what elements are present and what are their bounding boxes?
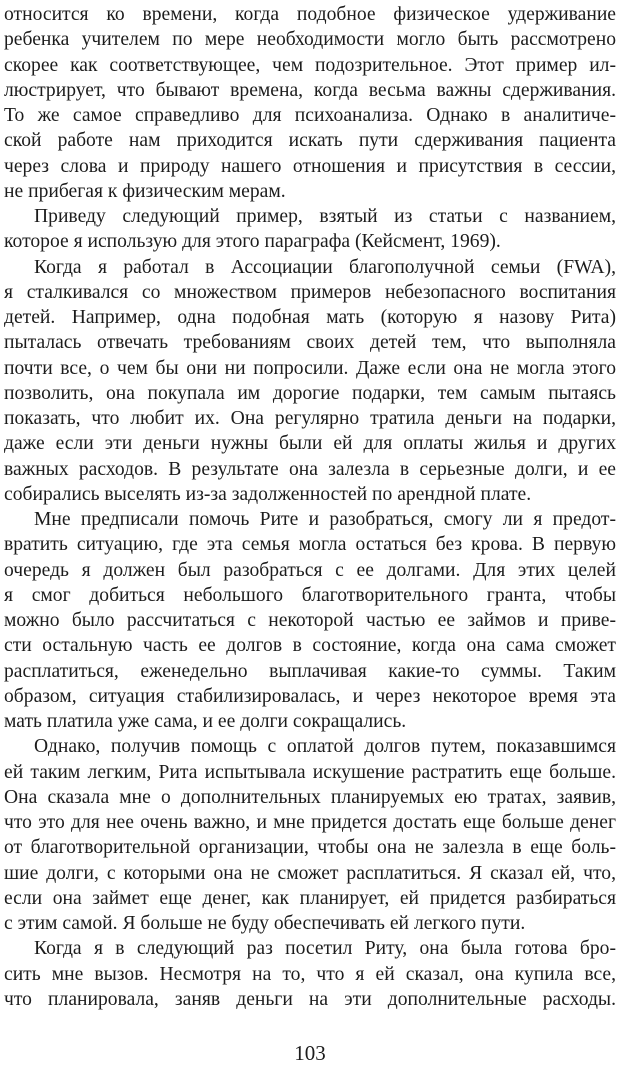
text-line: Когда я в следующий раз посетил Риту, она была готова бро- [34, 938, 616, 960]
text-line: почти все, о чем бы они ни попросили. Даже если она не могла этого [4, 357, 616, 379]
page-number: 103 [294, 1041, 326, 1065]
text-line: Когда я работал в Ассоциации благополучной семьи (FWA), [34, 256, 616, 278]
paragraph [4, 936, 616, 1012]
text-line: позволить, она покупала им дорогие подарки, тем самым пытаясь [4, 382, 616, 404]
text-line: То же самое справедливо для психоанализа. Однако в аналитиче- [4, 105, 616, 126]
text-line: Приведу следующий пример, взятый из статьи с названием, [34, 206, 616, 227]
text-line: шие долги, с которыми она не сможет расплатиться. Я сказал ей, что, [4, 862, 616, 884]
paragraph [4, 507, 616, 734]
text-line: Она сказала мне о дополнительных планируемых ею тратах, заявив, [4, 786, 616, 808]
text-line: если она займет еще денег, как планирует, ей придется разбираться [4, 887, 616, 909]
body-text [4, 2, 616, 1012]
text-line: я сталкивался со множеством примеров небезопасного воспитания [4, 281, 616, 303]
text-line: от благотворительной организации, чтобы она не залезла в еще боль- [4, 837, 616, 859]
text-line: ской работе нам приходится искать пути сдерживания пациента [4, 130, 616, 152]
text-line: детей. Например, одна подобная мать (которую я назову Рита) [4, 307, 616, 328]
text-line: показать, что любит их. Она регулярно тратила деньги на подарки, [4, 408, 616, 429]
text-line: собирались выселять из-за задолженностей по арендной плате. [4, 483, 532, 505]
text-line: не прибегая к физическим мерам. [4, 180, 286, 202]
text-line: важных расходов. В результате она залезла в серьезные долги, и ее [4, 458, 616, 480]
text-line: сти остальную часть ее долгов в состояние, когда она сама сможет [4, 635, 616, 657]
text-line: скорее как соответствующее, чем подозрительное. Этот пример ил- [4, 54, 616, 76]
text-line: которое я использую для этого параграфа (Кейсмент, 1969). [4, 231, 501, 253]
book-page [4, 0, 616, 1072]
text-line: с этим самой. Я больше не буду обеспечивать ей легкого пути. [4, 913, 526, 934]
text-line: расплатиться, еженедельно выплачивая какие-то суммы. Таким [4, 660, 616, 682]
text-line: что это для нее очень важно, и мне придется достать еще больше денег [4, 812, 616, 833]
text-line: Однако, получив помощь с оплатой долгов путем, показавшимся [34, 736, 616, 758]
text-line: мать платила уже сама, и ее долги сокращались. [4, 711, 407, 732]
text-line: сить мне вызов. Несмотря на то, что я ей сказал, она купила все, [4, 963, 616, 985]
text-line: даже если эти деньги нужны были ей для оплаты жилья и других [4, 433, 616, 455]
text-line: можно было рассчитаться с некоторой частью ее займов и приве- [4, 610, 616, 631]
text-line: я смог добиться небольшого благотворительного гранта, чтобы [4, 584, 616, 606]
text-line: вратить ситуацию, где эта семья могла остаться без крова. В первую [4, 534, 616, 556]
text-line: пыталась отвечать требованиям своих детей тем, что выполняла [4, 332, 616, 354]
text-line: через слова и природу нашего отношения и присутствия в сессии, [4, 155, 616, 177]
text-line: люстрирует, что бывают времена, когда весьма важны сдерживания. [4, 79, 616, 101]
paragraph [4, 204, 616, 255]
text-line: ребенка учителем по мере необходимости могло быть рассмотрено [4, 29, 616, 51]
paragraph [4, 255, 616, 508]
text-line: что планировала, заняв деньги на эти дополнительные расходы. [4, 988, 616, 1010]
paragraph [4, 734, 616, 936]
text-line: ей таким легким, Рита испытывала искушение растратить еще больше. [4, 761, 616, 783]
text-line: образом, ситуация стабилизировалась, и через некоторое время эта [4, 685, 616, 707]
text-line: относится ко времени, когда подобное физическое удерживание [4, 4, 616, 25]
paragraph [4, 2, 616, 204]
text-line: очередь я должен был разобраться с ее долгами. Для этих целей [4, 559, 616, 581]
text-line: Мне предписали помочь Рите и разобраться, смогу ли я предот- [34, 509, 616, 530]
